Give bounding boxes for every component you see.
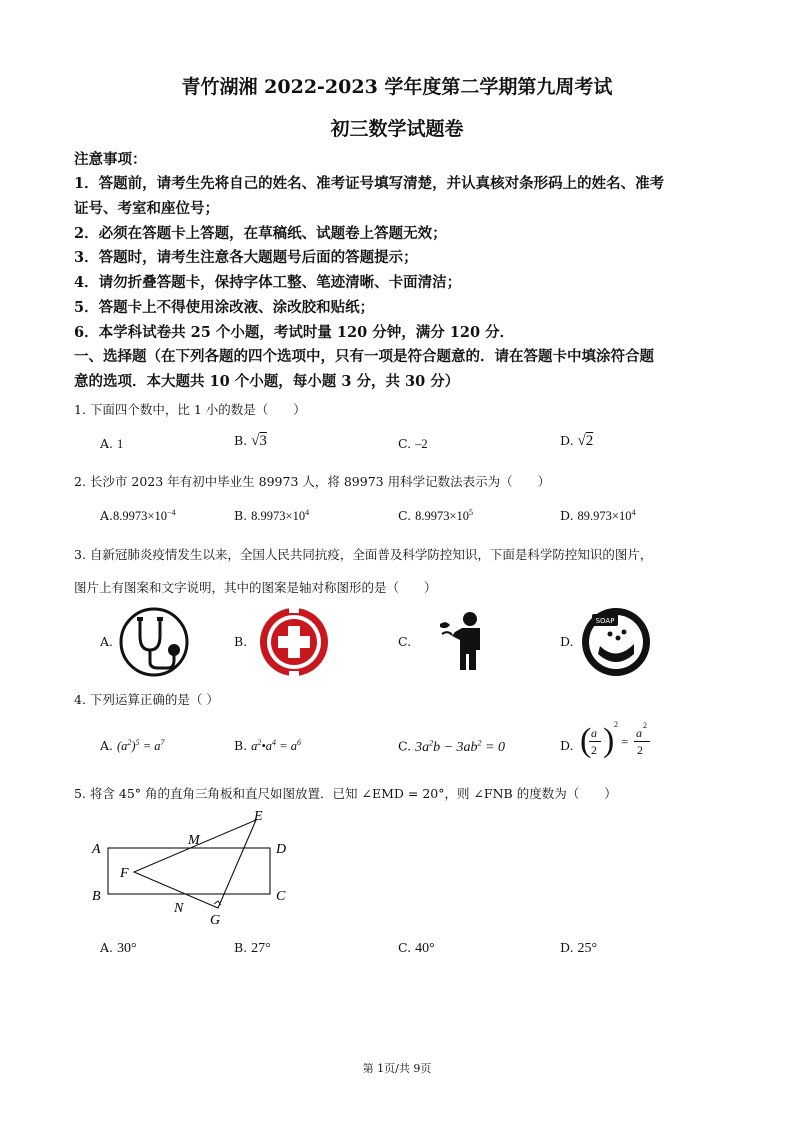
q5-option-c: C. 40° (398, 940, 435, 956)
ruler-rectangle (108, 848, 270, 894)
stethoscope-icon (118, 606, 190, 678)
point-label-a: A (92, 842, 101, 857)
q3-option-a-label: A. (100, 634, 114, 649)
q3-option-b-label: B. (234, 634, 248, 649)
q5-option-d: D. 25° (560, 940, 598, 956)
page-subtitle: 初三数学试题卷 (330, 118, 464, 140)
medical-cross-icon (258, 606, 330, 678)
q5-option-a: A. 30° (100, 940, 137, 956)
handwash-icon (580, 606, 652, 678)
point-label-n: N (174, 901, 184, 916)
notice-item: 2．必须在答题卡上答题，在草稿纸、试题卷上答题无效； (74, 225, 447, 242)
cough-person-icon (436, 610, 492, 672)
page-title: 青竹湖湘 2022-2023 学年度第二学期第九周考试 (181, 76, 613, 98)
q3-option-c-label: C. (398, 634, 412, 649)
q2-stem: 2. 长沙市 2023 年有初中毕业生 89973 人，将 89973 用科学记数法表示为（ ） (74, 474, 551, 489)
page-footer: 第 1页/共 9页 (362, 1062, 432, 1075)
q5-stem: 5. 将含 45° 角的直角三角板和直尺如图放置．已知 ∠EMD = 20°，则 ∠FNB 的度数为（ ） (74, 786, 617, 801)
notice-item: 6．本学科试卷共 25 个小题，考试时量 120 分钟，满分 120 分． (74, 324, 515, 341)
q3-stem: 3. 自新冠肺炎疫情发生以来，全国人民共同抗疫，全面普及科学防控知识，下面是科学防控知识的图片， (74, 547, 653, 562)
q3-option-d-label: D. (560, 634, 574, 649)
q1-option-d: D. √2 (560, 433, 594, 449)
notice-item: 3．答题时，请考生注意各大题题号后面的答题提示； (74, 249, 418, 266)
notice-item: 1．答题前，请考生先将自己的姓名、准考证号填写清楚，并认真核对条形码上的姓名、准考 (74, 175, 665, 192)
q4-stem: 4. 下列运算正确的是（ ） (74, 692, 219, 707)
section-heading-cont: 意的选项．本大题共 10 个小题，每小题 3 分，共 30 分） (74, 373, 460, 390)
soap-label: SOAP (595, 617, 615, 625)
notice-item: 证号、考室和座位号； (74, 200, 219, 217)
q1-option-a: A. 1 (100, 436, 124, 451)
q2-option-a: $A.8.9973\times 10^{-4}$ (100, 508, 176, 524)
q2-option-c: C. $8.9973\times 10^5$ (398, 508, 474, 524)
q3-stem-cont: 图片上有图案和文字说明，其中的图案是轴对称图形的是（ ） (74, 580, 437, 595)
notice-heading: 注意事项： (74, 151, 147, 168)
q4-option-d-label: D. (560, 738, 574, 753)
point-label-d: D (276, 842, 287, 857)
q2-option-b: B. $8.9973\times 10^4$ (234, 508, 310, 524)
point-label-m: M (188, 833, 200, 848)
point-label-f: F (120, 866, 129, 881)
q4-option-c: C. $3a^2b - 3ab^2 = 0$ (398, 738, 505, 755)
notice-item: 4．请勿折叠答题卡，保持字体工整、笔迹清晰、卡面清洁； (74, 274, 462, 291)
point-label-e: E (254, 809, 263, 824)
q4-option-d-expr: ( a 2 ) 2 = a 2 2 (580, 722, 652, 770)
point-label-c: C (276, 889, 286, 904)
point-label-g: G (210, 913, 221, 928)
q1-option-c: C. –2 (398, 436, 428, 451)
point-label-b: B (92, 889, 101, 904)
q1-stem: 1. 下面四个数中，比 1 小的数是（ ） (74, 402, 306, 417)
q2-option-d: D. $89.973\times 10^4$ (560, 508, 636, 524)
q4-option-a: A. $(a^2)^5 = a^7$ (100, 738, 165, 754)
q1-option-b: B. √3 (234, 433, 267, 449)
notice-item: 5．答题卡上不得使用涂改液、涂改胶和贴纸； (74, 299, 375, 316)
section-heading: 一、选择题（在下列各题的四个选项中，只有一项是符合题意的．请在答题卡中填涂符合题 (74, 348, 654, 365)
q4-option-b: B. $a^2•a^4 = a^6$ (234, 738, 301, 754)
q5-option-b: B. 27° (234, 940, 271, 956)
q5-geometry-figure (84, 804, 304, 934)
